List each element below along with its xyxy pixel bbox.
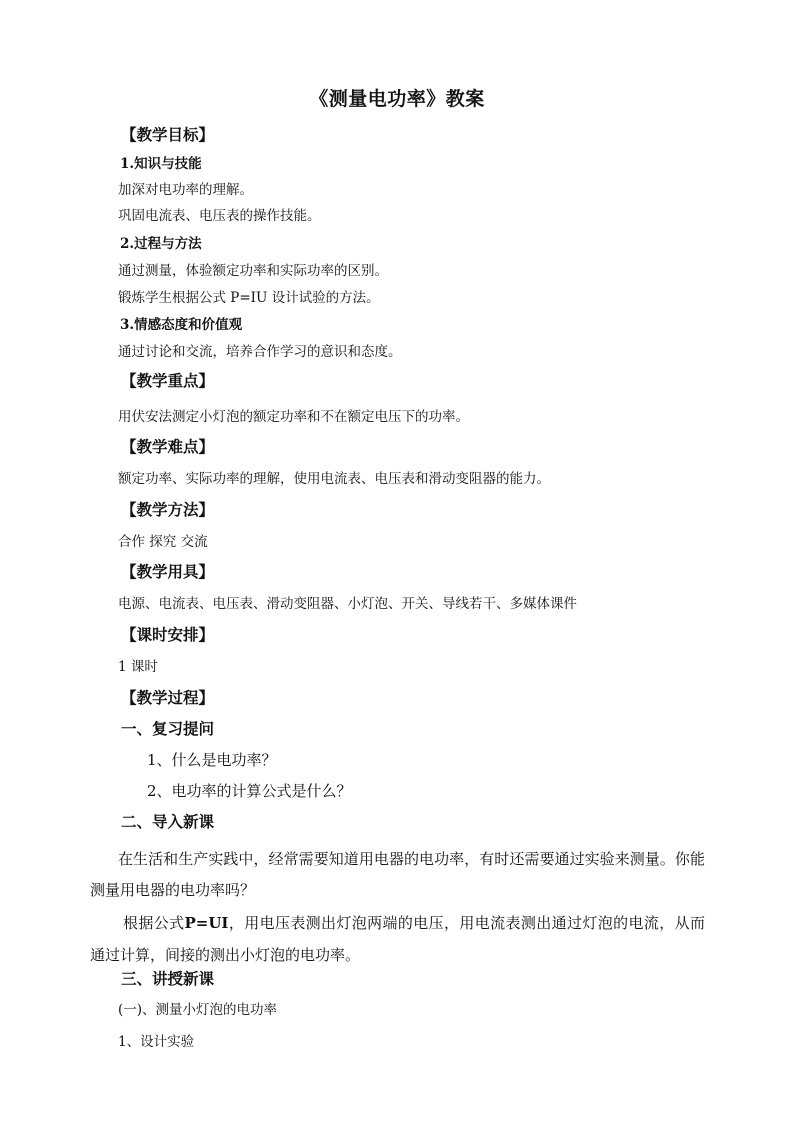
section-heading-schedule: 【课时安排】 bbox=[121, 625, 215, 644]
section-heading-key-points: 【教学重点】 bbox=[121, 371, 215, 390]
new-lesson-step-1: 1、设计实验 bbox=[118, 1034, 195, 1050]
subsection-review: 一、复习提问 bbox=[121, 719, 215, 738]
goal-process-line-2: 锻炼学生根据公式 P=IU 设计试验的方法。 bbox=[118, 290, 380, 306]
review-question-1: 1、什么是电功率？ bbox=[147, 751, 277, 769]
subsection-intro: 二、导入新课 bbox=[121, 812, 215, 831]
section-heading-process: 【教学过程】 bbox=[121, 688, 215, 707]
schedule-text: 1 课时 bbox=[118, 659, 158, 675]
section-heading-goals: 【教学目标】 bbox=[121, 125, 215, 144]
goal-knowledge-line-1: 加深对电功率的理解。 bbox=[118, 182, 253, 198]
subheading-attitude: 3.情感态度和价值观 bbox=[120, 317, 243, 333]
intro-paragraph-2-suffix: ，用电压表测出灯泡两端的电压，用电流表测出通过灯泡的电流，从而通过计算，间接的测出小灯泡的电功率。 bbox=[90, 914, 705, 964]
goal-knowledge-line-2: 巩固电流表、电压表的操作技能。 bbox=[118, 208, 321, 224]
section-heading-methods: 【教学方法】 bbox=[121, 500, 215, 519]
section-heading-difficulties: 【教学难点】 bbox=[121, 437, 215, 456]
intro-paragraph-1: 在生活和生产实践中，经常需要知道用电器的电功率，有时还需要通过实验来测量。你能测量用电器的电功率吗？ bbox=[90, 850, 705, 899]
intro-paragraph-2-prefix: 根据公式 bbox=[123, 914, 185, 932]
methods-text: 合作 探究 交流 bbox=[118, 534, 208, 550]
formula-pui: P=UI bbox=[184, 914, 229, 932]
goal-process-line-1: 通过测量，体验额定功率和实际功率的区别。 bbox=[118, 263, 388, 279]
document-title: 《测量电功率》教案 bbox=[309, 88, 485, 110]
subheading-knowledge: 1.知识与技能 bbox=[120, 156, 202, 172]
goal-attitude-line-1: 通过讨论和交流，培养合作学习的意识和态度。 bbox=[118, 344, 402, 360]
tools-text: 电源、电流表、电压表、滑动变阻器、小灯泡、开关、导线若干、多媒体课件 bbox=[118, 596, 577, 612]
new-lesson-subheading: (一)、测量小灯泡的电功率 bbox=[118, 1002, 278, 1018]
section-heading-tools: 【教学用具】 bbox=[121, 562, 215, 581]
key-points-text: 用伏安法测定小灯泡的额定功率和不在额定电压下的功率。 bbox=[118, 409, 469, 425]
review-question-2: 2、电功率的计算公式是什么？ bbox=[147, 782, 352, 800]
difficulties-text: 额定功率、实际功率的理解，使用电流表、电压表和滑动变阻器的能力。 bbox=[118, 471, 550, 487]
intro-paragraph-2 bbox=[90, 907, 705, 971]
subheading-process-method: 2.过程与方法 bbox=[120, 236, 202, 252]
subsection-new-lesson: 三、讲授新课 bbox=[121, 969, 215, 988]
